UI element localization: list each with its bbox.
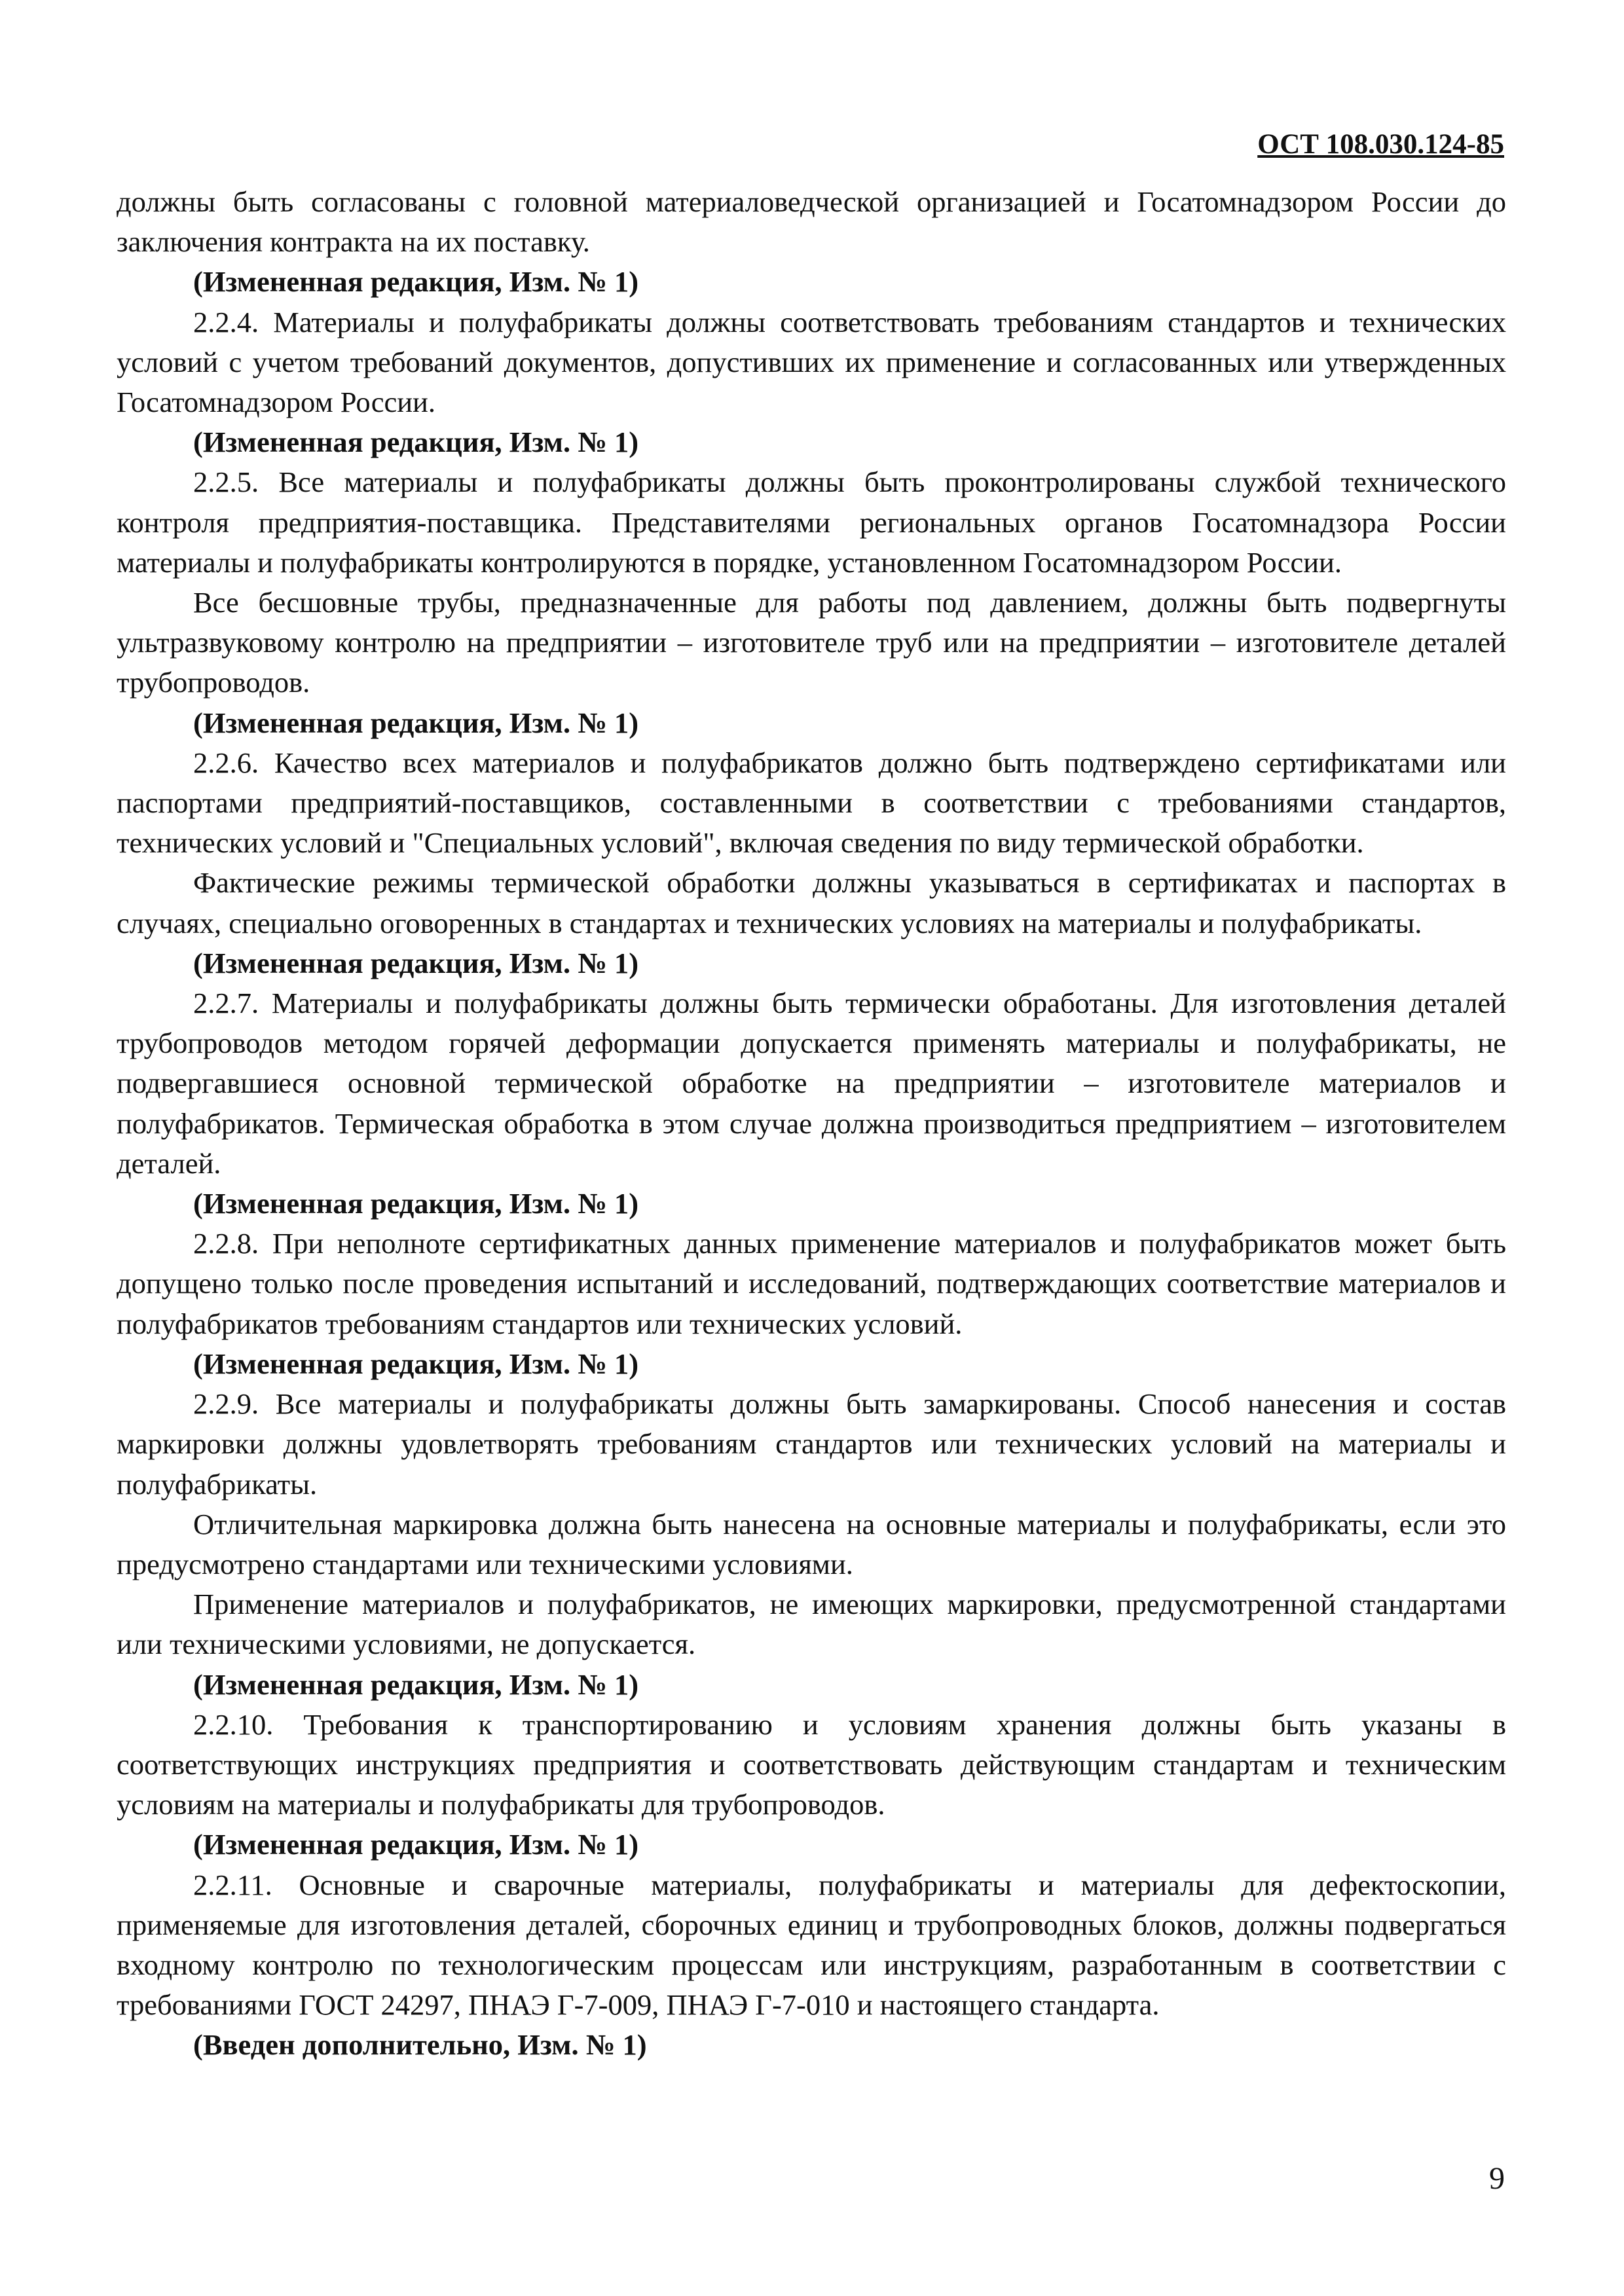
paragraph-2-2-9: 2.2.9. Все материалы и полуфабрикаты должны быть замаркированы. Способ нанесения и состав маркировки должны удовлетворять требованиям стандартов или технических условий на материалы и полуфабрикаты.	[117, 1387, 1506, 1501]
amendment-note: (Измененная редакция, Изм. № 1)	[193, 265, 639, 299]
amendment-note: (Измененная редакция, Изм. № 1)	[193, 1828, 639, 1861]
document-body	[117, 182, 1506, 2066]
paragraph: должны быть согласованы с головной материаловедческой организацией и Госатомнадзором России до заключения контракта на их поставку.	[117, 185, 1506, 259]
amendment-note: (Измененная редакция, Изм. № 1)	[193, 946, 639, 979]
amendment-note: (Измененная редакция, Изм. № 1)	[193, 706, 639, 739]
paragraph: Фактические режимы термической обработки должны указываться в сертификатах и паспортах в случаях, специально оговоренных в стандартах и технических условиях на материалы и полуфабрикаты.	[117, 866, 1506, 939]
amendment-note: (Измененная редакция, Изм. № 1)	[193, 1187, 639, 1220]
document-code: ОСТ 108.030.124-85	[1257, 129, 1504, 160]
paragraph-2-2-8: 2.2.8. При неполноте сертификатных данных применение материалов и полуфабрикатов может быть допущено только после проведения испытаний и исследований, подтверждающих соответствие материалов и полуфабрикатов требованиям стандартов или технических условий.	[117, 1227, 1506, 1340]
paragraph: Отличительная маркировка должна быть нанесена на основные материалы и полуфабрикаты, если это предусмотрено стандартами или техническими условиями.	[117, 1507, 1506, 1580]
amendment-note: (Измененная редакция, Изм. № 1)	[193, 426, 639, 459]
paragraph-2-2-6: 2.2.6. Качество всех материалов и полуфабрикатов должно быть подтверждено сертификатами или паспортами предприятий-поставщиков, составленными в соответствии с требованиями стандартов, технических условий и "Специальных условий", включая сведения по виду термической обработки.	[117, 746, 1506, 860]
paragraph-2-2-5: 2.2.5. Все материалы и полуфабрикаты должны быть проконтролированы службой технического контроля предприятия-поставщика. Представителями региональных органов Госатомнадзора России материалы и полуфабрикаты контролируются в порядке, установленном Госатомнадзором России.	[117, 465, 1506, 579]
paragraph: Все бесшовные трубы, предназначенные для работы под давлением, должны быть подвергнуты ультразвуковому контролю на предприятии – изготовителе труб или на предприятии – изготовителе деталей трубопроводов.	[117, 586, 1506, 699]
paragraph-2-2-11: 2.2.11. Основные и сварочные материалы, полуфабрикаты и материалы для дефектоскопии, применяемые для изготовления деталей, сборочных единиц и трубопроводных блоков, должны подвергаться входному контролю по технологическим процессам или инструкциям, разработанным в соответствии с требованиями ГОСТ 24297, ПНАЭ Г-7-009, ПНАЭ Г-7-010 и настоящего стандарта.	[117, 1868, 1506, 2022]
amendment-note: (Введен дополнительно, Изм. № 1)	[193, 2028, 647, 2062]
paragraph-2-2-10: 2.2.10. Требования к транспортированию и условиям хранения должны быть указаны в соответствующих инструкциях предприятия и соответствовать действующим стандартам и техническим условиям на материалы и полуфабрикаты для трубопроводов.	[117, 1707, 1506, 1821]
amendment-note: (Измененная редакция, Изм. № 1)	[193, 1667, 639, 1701]
paragraph-2-2-7: 2.2.7. Материалы и полуфабрикаты должны быть термически обработаны. Для изготовления деталей трубопроводов методом горячей деформации допускается применять материалы и полуфабрикаты, не подвергавшиеся основной термической обработке на предприятии – изготовителе материалов и полуфабрикатов. Термическая обработка в этом случае должна производиться предприятием – изготовителем деталей.	[117, 987, 1506, 1180]
amendment-note: (Измененная редакция, Изм. № 1)	[193, 1347, 639, 1380]
paragraph-2-2-4: 2.2.4. Материалы и полуфабрикаты должны соответствовать требованиям стандартов и технических условий с учетом требований документов, допустивших их применение и согласованных или утвержденных Госатомнадзором России.	[117, 305, 1506, 419]
page-number: 9	[1489, 2161, 1505, 2196]
paragraph: Применение материалов и полуфабрикатов, не имеющих маркировки, предусмотренной стандартами или техническими условиями, не допускается.	[117, 1588, 1506, 1661]
